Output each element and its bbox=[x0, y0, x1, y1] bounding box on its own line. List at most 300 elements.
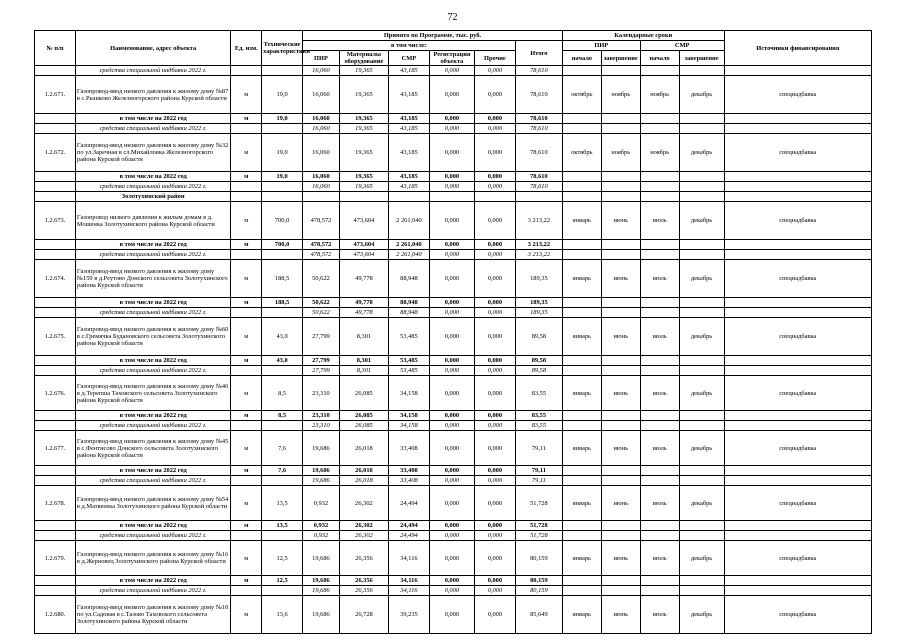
cell-empty bbox=[562, 411, 601, 421]
cell-tech: 700,0 bbox=[262, 240, 303, 250]
year-total-row bbox=[35, 576, 872, 586]
cell-source: спецнадбавка bbox=[724, 260, 871, 298]
cell-unit: м bbox=[231, 466, 262, 476]
cell-smr-start: ноябрь bbox=[640, 134, 679, 172]
cell-smr: 88,948 bbox=[388, 298, 429, 308]
surcharge-row bbox=[35, 250, 872, 260]
cell-smr-end: декабрь bbox=[679, 260, 724, 298]
header-num: № п/п bbox=[35, 31, 76, 66]
surcharge-row bbox=[35, 586, 872, 596]
cell-tech bbox=[262, 586, 303, 596]
cell-empty bbox=[724, 411, 871, 421]
cell-reg: 0,000 bbox=[429, 298, 474, 308]
cell-tech bbox=[262, 66, 303, 76]
header-mat: Материалы оборудование bbox=[339, 51, 388, 66]
cell-source: спецнадбавка bbox=[724, 596, 871, 634]
cell-empty bbox=[562, 124, 601, 134]
cell-total: 79,11 bbox=[515, 466, 562, 476]
cell-smr: 24,494 bbox=[388, 486, 429, 521]
cell-other: 0,000 bbox=[474, 66, 515, 76]
cell-smr-end: декабрь bbox=[679, 541, 724, 576]
cell-pir-end: июнь bbox=[601, 541, 640, 576]
cell-other: 0,000 bbox=[474, 376, 515, 411]
year-total-row bbox=[35, 466, 872, 476]
cell-empty bbox=[724, 114, 871, 124]
cell-total: 83,55 bbox=[515, 376, 562, 411]
cell-total: 189,35 bbox=[515, 260, 562, 298]
cell-empty bbox=[724, 66, 871, 76]
cell-smr-start: июль bbox=[640, 376, 679, 411]
cell-unit bbox=[231, 124, 262, 134]
cell-name: Газопровод-ввод низкого давления к жилому дому №45 в с.Фентисово Донского сельсовета Золотухинского района Курской области bbox=[75, 431, 231, 466]
cell-empty bbox=[724, 466, 871, 476]
cell-tech bbox=[262, 308, 303, 318]
year-total-row bbox=[35, 172, 872, 182]
cell-name: средства специальной надбавки 2022 г. bbox=[75, 124, 231, 134]
cell-smr-start: июль bbox=[640, 596, 679, 634]
cell-empty bbox=[601, 250, 640, 260]
surcharge-row bbox=[35, 476, 872, 486]
cell-num: 1.2.678. bbox=[35, 486, 76, 521]
header-cal-smr: СМР bbox=[640, 41, 724, 51]
cell-name: средства специальной надбавки 2022 г. bbox=[75, 531, 231, 541]
cell-num: 1.2.679. bbox=[35, 541, 76, 576]
cell-smr: 34,158 bbox=[388, 411, 429, 421]
cell-unit bbox=[231, 308, 262, 318]
cell-empty bbox=[724, 298, 871, 308]
cell-pir: 50,622 bbox=[303, 298, 340, 308]
cell-name: Газопровод-ввод низкого давления к жилому дому №16 в д.Жерновец Золотухинского района Курской области bbox=[75, 541, 231, 576]
cell-empty bbox=[679, 172, 724, 182]
cell-total: 51,728 bbox=[515, 521, 562, 531]
cell-smr: 43,185 bbox=[388, 124, 429, 134]
cell-smr: 88,948 bbox=[388, 260, 429, 298]
cell-total: 83,55 bbox=[515, 411, 562, 421]
cell-name: в том числе на 2022 год bbox=[75, 298, 231, 308]
page-number: 72 bbox=[447, 12, 458, 23]
cell-empty bbox=[679, 308, 724, 318]
cell-pir: 16,060 bbox=[303, 76, 340, 114]
cell-unit: м bbox=[231, 541, 262, 576]
cell-total: 80,159 bbox=[515, 586, 562, 596]
cell-mat: 49,778 bbox=[339, 298, 388, 308]
cell-smr-end: декабрь bbox=[679, 318, 724, 356]
cell-empty bbox=[601, 356, 640, 366]
cell-mat: 8,301 bbox=[339, 318, 388, 356]
cell-name: Газопровод-ввод низкого давления к жилому дому №46 в д.Терепша Таховского сельсовета Золотухинского района Курской области bbox=[75, 376, 231, 411]
cell-smr-end: декабрь bbox=[679, 376, 724, 411]
cell-other: 0,000 bbox=[474, 521, 515, 531]
cell-num: 1.2.674. bbox=[35, 260, 76, 298]
cell-name: в том числе на 2022 год bbox=[75, 411, 231, 421]
cell-empty bbox=[562, 531, 601, 541]
cell-pir: 16,060 bbox=[303, 124, 340, 134]
cell-total: 51,728 bbox=[515, 486, 562, 521]
cell-smr-end: декабрь bbox=[679, 202, 724, 240]
cell-other: 0,000 bbox=[474, 596, 515, 634]
object-row bbox=[35, 486, 872, 521]
cell-pir: 23,310 bbox=[303, 376, 340, 411]
cell-tech bbox=[262, 531, 303, 541]
cell-unit bbox=[231, 476, 262, 486]
header-reg: Регистрация объекта bbox=[429, 51, 474, 66]
cell-num bbox=[35, 240, 76, 250]
cell-tech bbox=[262, 182, 303, 192]
cell-name: в том числе на 2022 год bbox=[75, 114, 231, 124]
cell-num bbox=[35, 521, 76, 531]
cell-total: 89,58 bbox=[515, 318, 562, 356]
cell-pir: 50,622 bbox=[303, 260, 340, 298]
cell-num bbox=[35, 192, 76, 202]
table-body bbox=[35, 66, 872, 634]
cell-total: 79,11 bbox=[515, 431, 562, 466]
cell-pir-start: январь bbox=[562, 486, 601, 521]
cell-name: средства специальной надбавки 2022 г. bbox=[75, 421, 231, 431]
cell-reg: 0,000 bbox=[429, 576, 474, 586]
cell-source: спецнадбавка bbox=[724, 431, 871, 466]
cell-empty bbox=[601, 531, 640, 541]
cell-reg: 0,000 bbox=[429, 486, 474, 521]
cell-empty bbox=[679, 531, 724, 541]
cell-total: 78,610 bbox=[515, 66, 562, 76]
cell-name: Газопровод-ввод низкого давления к жилому дому №32 по ул.Заречная в сл.Михайловка Железногорского района Курской области bbox=[75, 134, 231, 172]
cell-other: 0,000 bbox=[474, 366, 515, 376]
cell-mat: 473,604 bbox=[339, 202, 388, 240]
cell-pir: 0,932 bbox=[303, 521, 340, 531]
cell-empty bbox=[601, 308, 640, 318]
cell-smr: 43,185 bbox=[388, 76, 429, 114]
cell-unit: м bbox=[231, 576, 262, 586]
cell-reg: 0,000 bbox=[429, 318, 474, 356]
cell-empty bbox=[724, 250, 871, 260]
header-smr-end: завершение bbox=[679, 51, 724, 66]
cell-smr-end: декабрь bbox=[679, 134, 724, 172]
cell-empty bbox=[724, 421, 871, 431]
cell-pir: 478,572 bbox=[303, 250, 340, 260]
cell-mat: 473,604 bbox=[339, 250, 388, 260]
cell-reg: 0,000 bbox=[429, 260, 474, 298]
cell-source: спецнадбавка bbox=[724, 376, 871, 411]
cell-pir-start: январь bbox=[562, 596, 601, 634]
cell-reg: 0,000 bbox=[429, 411, 474, 421]
cell-empty bbox=[640, 576, 679, 586]
cell-pir-end: июнь bbox=[601, 596, 640, 634]
cell-empty bbox=[640, 521, 679, 531]
cell-source: спецнадбавка bbox=[724, 541, 871, 576]
cell-smr: 43,185 bbox=[388, 172, 429, 182]
cell-empty bbox=[640, 366, 679, 376]
cell-source: спецнадбавка bbox=[724, 202, 871, 240]
year-total-row bbox=[35, 114, 872, 124]
cell-pir: 19,686 bbox=[303, 541, 340, 576]
cell-mat: 8,301 bbox=[339, 356, 388, 366]
header-accepted: Принято по Программе, тыс. руб. bbox=[303, 31, 563, 41]
cell-empty bbox=[640, 411, 679, 421]
cell-empty bbox=[640, 298, 679, 308]
cell-empty bbox=[724, 366, 871, 376]
cell-tech bbox=[262, 124, 303, 134]
cell-num bbox=[35, 308, 76, 318]
cell-empty bbox=[474, 192, 515, 202]
cell-reg: 0,000 bbox=[429, 421, 474, 431]
surcharge-row bbox=[35, 66, 872, 76]
cell-tech: 13,5 bbox=[262, 521, 303, 531]
cell-total: 189,35 bbox=[515, 298, 562, 308]
cell-empty bbox=[640, 182, 679, 192]
cell-smr: 33,408 bbox=[388, 466, 429, 476]
object-row bbox=[35, 134, 872, 172]
cell-empty bbox=[640, 172, 679, 182]
cell-empty bbox=[679, 66, 724, 76]
header-pir-start: начало bbox=[562, 51, 601, 66]
cell-mat: 19,365 bbox=[339, 124, 388, 134]
cell-name: Газопровод-ввод низкого давления к жилому дому №54 в д.Матвеевка Золотухинского района Курской области bbox=[75, 486, 231, 521]
cell-pir-end: июнь bbox=[601, 431, 640, 466]
cell-empty bbox=[679, 421, 724, 431]
cell-mat: 19,365 bbox=[339, 76, 388, 114]
cell-other: 0,000 bbox=[474, 298, 515, 308]
cell-empty bbox=[303, 192, 340, 202]
cell-reg: 0,000 bbox=[429, 531, 474, 541]
cell-empty bbox=[679, 298, 724, 308]
cell-empty bbox=[601, 411, 640, 421]
cell-unit: м bbox=[231, 76, 262, 114]
header-cal-pir: ПИР bbox=[562, 41, 640, 51]
cell-pir: 27,799 bbox=[303, 356, 340, 366]
cell-mat: 26,085 bbox=[339, 421, 388, 431]
cell-empty bbox=[429, 192, 474, 202]
cell-pir: 478,572 bbox=[303, 202, 340, 240]
cell-tech: 12,5 bbox=[262, 576, 303, 586]
cell-reg: 0,000 bbox=[429, 366, 474, 376]
cell-name: средства специальной надбавки 2022 г. bbox=[75, 366, 231, 376]
object-row bbox=[35, 76, 872, 114]
cell-tech: 700,0 bbox=[262, 202, 303, 240]
cell-other: 0,000 bbox=[474, 172, 515, 182]
cell-empty bbox=[724, 182, 871, 192]
cell-name: средства специальной надбавки 2022 г. bbox=[75, 586, 231, 596]
cell-empty bbox=[562, 476, 601, 486]
cell-tech: 43,0 bbox=[262, 318, 303, 356]
cell-empty bbox=[562, 421, 601, 431]
cell-other: 0,000 bbox=[474, 431, 515, 466]
cell-pir: 16,060 bbox=[303, 134, 340, 172]
cell-num bbox=[35, 66, 76, 76]
cell-empty bbox=[562, 66, 601, 76]
cell-total: 78,610 bbox=[515, 172, 562, 182]
cell-empty bbox=[640, 192, 679, 202]
cell-empty bbox=[640, 66, 679, 76]
cell-tech: 12,5 bbox=[262, 541, 303, 576]
cell-smr: 2 261,040 bbox=[388, 202, 429, 240]
cell-empty bbox=[679, 576, 724, 586]
cell-pir-start: январь bbox=[562, 318, 601, 356]
cell-num: 1.2.672. bbox=[35, 134, 76, 172]
cell-total: 78,610 bbox=[515, 114, 562, 124]
cell-mat: 26,356 bbox=[339, 576, 388, 586]
cell-empty bbox=[724, 240, 871, 250]
cell-empty bbox=[679, 521, 724, 531]
cell-pir-start: январь bbox=[562, 431, 601, 466]
cell-empty bbox=[679, 356, 724, 366]
cell-tech: 7,6 bbox=[262, 466, 303, 476]
cell-empty bbox=[562, 298, 601, 308]
cell-total: 189,35 bbox=[515, 308, 562, 318]
cell-empty bbox=[562, 114, 601, 124]
cell-tech: 7,6 bbox=[262, 431, 303, 466]
cell-num: 1.2.673. bbox=[35, 202, 76, 240]
cell-unit: м bbox=[231, 260, 262, 298]
cell-empty bbox=[562, 366, 601, 376]
cell-empty bbox=[640, 356, 679, 366]
cell-mat: 19,365 bbox=[339, 114, 388, 124]
cell-empty bbox=[640, 466, 679, 476]
cell-total: 78,610 bbox=[515, 124, 562, 134]
cell-tech: 188,5 bbox=[262, 260, 303, 298]
cell-num bbox=[35, 421, 76, 431]
cell-num bbox=[35, 172, 76, 182]
surcharge-row bbox=[35, 124, 872, 134]
cell-empty bbox=[562, 308, 601, 318]
cell-other: 0,000 bbox=[474, 486, 515, 521]
cell-smr: 53,485 bbox=[388, 318, 429, 356]
cell-reg: 0,000 bbox=[429, 182, 474, 192]
cell-num: 1.2.677. bbox=[35, 431, 76, 466]
cell-empty bbox=[724, 124, 871, 134]
cell-unit: м bbox=[231, 172, 262, 182]
cell-unit: м bbox=[231, 298, 262, 308]
cell-other: 0,000 bbox=[474, 114, 515, 124]
cell-empty bbox=[562, 240, 601, 250]
cell-smr: 43,185 bbox=[388, 66, 429, 76]
cell-pir: 16,060 bbox=[303, 172, 340, 182]
cell-reg: 0,000 bbox=[429, 466, 474, 476]
cell-total: 78,610 bbox=[515, 134, 562, 172]
cell-empty bbox=[601, 192, 640, 202]
cell-pir-start: январь bbox=[562, 376, 601, 411]
header-source: Источники финансирования bbox=[724, 31, 871, 66]
cell-other: 0,000 bbox=[474, 586, 515, 596]
object-row bbox=[35, 202, 872, 240]
cell-pir: 23,310 bbox=[303, 421, 340, 431]
cell-smr-end: декабрь bbox=[679, 596, 724, 634]
cell-source: спецнадбавка bbox=[724, 76, 871, 114]
cell-mat: 19,365 bbox=[339, 134, 388, 172]
cell-empty bbox=[679, 192, 724, 202]
cell-name: средства специальной надбавки 2022 г. bbox=[75, 66, 231, 76]
cell-empty bbox=[231, 192, 262, 202]
object-row bbox=[35, 376, 872, 411]
cell-other: 0,000 bbox=[474, 124, 515, 134]
cell-empty bbox=[562, 356, 601, 366]
cell-mat: 26,302 bbox=[339, 486, 388, 521]
cell-other: 0,000 bbox=[474, 76, 515, 114]
cell-pir-end: июнь bbox=[601, 486, 640, 521]
cell-smr-start: июль bbox=[640, 202, 679, 240]
cell-num bbox=[35, 250, 76, 260]
cell-other: 0,000 bbox=[474, 541, 515, 576]
cell-unit: м bbox=[231, 134, 262, 172]
cell-name: Газопровод-ввод низкого давления к жилому дому №159 в д.Реутово Донского сельсовета Золотухинского района Курской области bbox=[75, 260, 231, 298]
header-calendar: Календарные сроки bbox=[562, 31, 724, 41]
cell-smr: 34,116 bbox=[388, 586, 429, 596]
cell-smr: 2 261,040 bbox=[388, 240, 429, 250]
cell-unit: м bbox=[231, 431, 262, 466]
cell-smr: 33,408 bbox=[388, 476, 429, 486]
surcharge-row bbox=[35, 366, 872, 376]
cell-unit: м bbox=[231, 411, 262, 421]
district-name: Золотухинский район bbox=[75, 192, 231, 202]
cell-num bbox=[35, 114, 76, 124]
cell-empty bbox=[601, 521, 640, 531]
cell-empty bbox=[679, 250, 724, 260]
cell-pir: 23,310 bbox=[303, 411, 340, 421]
cell-source: спецнадбавка bbox=[724, 318, 871, 356]
surcharge-row bbox=[35, 421, 872, 431]
header-smr: СМР bbox=[388, 51, 429, 66]
header-incl: в том числе: bbox=[303, 41, 516, 51]
cell-other: 0,000 bbox=[474, 531, 515, 541]
cell-empty bbox=[640, 114, 679, 124]
cell-smr: 53,485 bbox=[388, 366, 429, 376]
cell-other: 0,000 bbox=[474, 182, 515, 192]
cell-reg: 0,000 bbox=[429, 356, 474, 366]
cell-empty bbox=[679, 476, 724, 486]
cell-other: 0,000 bbox=[474, 476, 515, 486]
cell-other: 0,000 bbox=[474, 202, 515, 240]
cell-reg: 0,000 bbox=[429, 172, 474, 182]
cell-other: 0,000 bbox=[474, 466, 515, 476]
cell-mat: 26,018 bbox=[339, 476, 388, 486]
object-row bbox=[35, 260, 872, 298]
cell-pir: 19,686 bbox=[303, 476, 340, 486]
cell-tech: 188,5 bbox=[262, 298, 303, 308]
cell-pir: 16,060 bbox=[303, 66, 340, 76]
cell-pir: 0,932 bbox=[303, 486, 340, 521]
cell-pir-end: июнь bbox=[601, 318, 640, 356]
cell-tech bbox=[262, 250, 303, 260]
cell-empty bbox=[640, 586, 679, 596]
cell-empty bbox=[640, 531, 679, 541]
cell-pir-start: октябрь bbox=[562, 134, 601, 172]
cell-tech: 13,6 bbox=[262, 596, 303, 634]
cell-smr: 34,116 bbox=[388, 541, 429, 576]
cell-name: средства специальной надбавки 2022 г. bbox=[75, 308, 231, 318]
cell-mat: 26,018 bbox=[339, 466, 388, 476]
cell-empty bbox=[562, 586, 601, 596]
cell-empty bbox=[601, 298, 640, 308]
cell-empty bbox=[562, 576, 601, 586]
cell-empty bbox=[640, 250, 679, 260]
object-row bbox=[35, 596, 872, 634]
cell-mat: 26,356 bbox=[339, 541, 388, 576]
cell-empty bbox=[601, 182, 640, 192]
cell-empty bbox=[724, 172, 871, 182]
cell-name: Газопровод-ввод низкого давления к жилому дому №87 в с.Рышково Железногорского района Курской области bbox=[75, 76, 231, 114]
cell-pir: 16,060 bbox=[303, 182, 340, 192]
cell-total: 3 213,22 bbox=[515, 250, 562, 260]
cell-pir-end: июнь bbox=[601, 202, 640, 240]
year-total-row bbox=[35, 240, 872, 250]
header-smr-start: начало bbox=[640, 51, 679, 66]
header-total: Итого bbox=[515, 41, 562, 66]
cell-pir: 19,686 bbox=[303, 466, 340, 476]
cell-pir: 19,686 bbox=[303, 431, 340, 466]
surcharge-row bbox=[35, 531, 872, 541]
cell-reg: 0,000 bbox=[429, 202, 474, 240]
cell-mat: 26,356 bbox=[339, 586, 388, 596]
cell-num: 1.2.680. bbox=[35, 596, 76, 634]
